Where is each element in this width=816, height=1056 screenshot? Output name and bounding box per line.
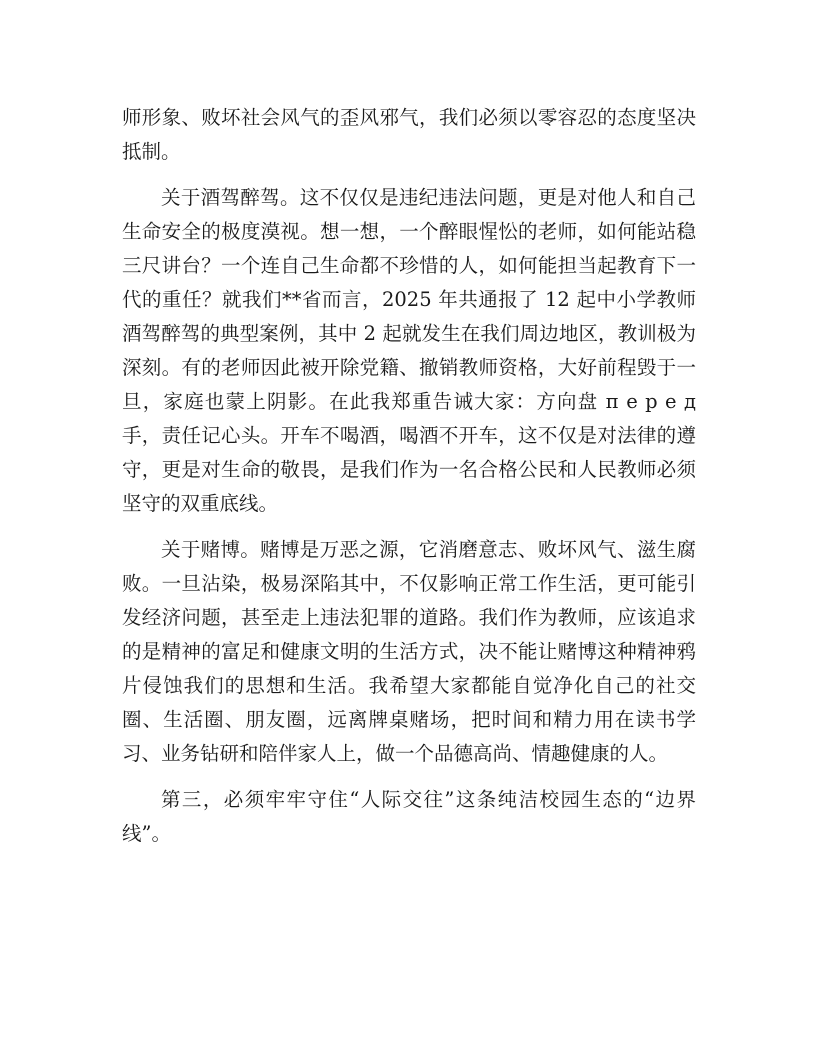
- paragraph-continuation: 师形象、败坏社会风气的歪风邪气，我们必须以零容忍的态度坚决抵制。: [122, 106, 696, 163]
- paragraph-third-point: 第三，必须牢牢守住“人际交往”这条纯洁校园生态的“边界线”。: [122, 788, 696, 845]
- document-body: [122, 101, 696, 863]
- paragraph-drunk-driving: 关于酒驾醉驾。这不仅仅是违纪违法问题，更是对他人和自己生命安全的极度漠视。想一想，一个醉眼惺忪的老师，如何能站稳三尺讲台？一个连自己生命都不珍惜的人，如何能担当起教育下一代的重任？就我们**省而言，2025 年共通报了 12 起中小学教师酒驾醉驾的典型案例，其中 2 起就发生在我们周边地区，教训极为深刻。有的老师因此被开除党籍、撤销教师资格，大好前程毁于一旦，家庭也蒙上阴影。在此我郑重告诫大家：方向盘 п е р е д 手，责任记心头。开车不喝酒，喝酒不开车，这不仅是对法律的遵守，更是对生命的敬畏，是我们作为一名合格公民和人民教师必须坚守的双重底线。: [122, 186, 696, 515]
- paragraph-gambling: 关于赌博。赌博是万恶之源，它消磨意志、败坏风气、滋生腐败。一旦沾染，极易深陷其中，不仅影响正常工作生活，更可能引发经济问题，甚至走上违法犯罪的道路。我们作为教师，应该追求的是精神的富足和健康文明的生活方式，决不能让赌博这种精神鸦片侵蚀我们的思想和生活。我希望大家都能自觉净化自己的社交圈、生活圈、朋友圈，远离牌桌赌场，把时间和精力用在读书学习、业务钻研和陪伴家人上，做一个品德高尚、情趣健康的人。: [122, 538, 696, 765]
